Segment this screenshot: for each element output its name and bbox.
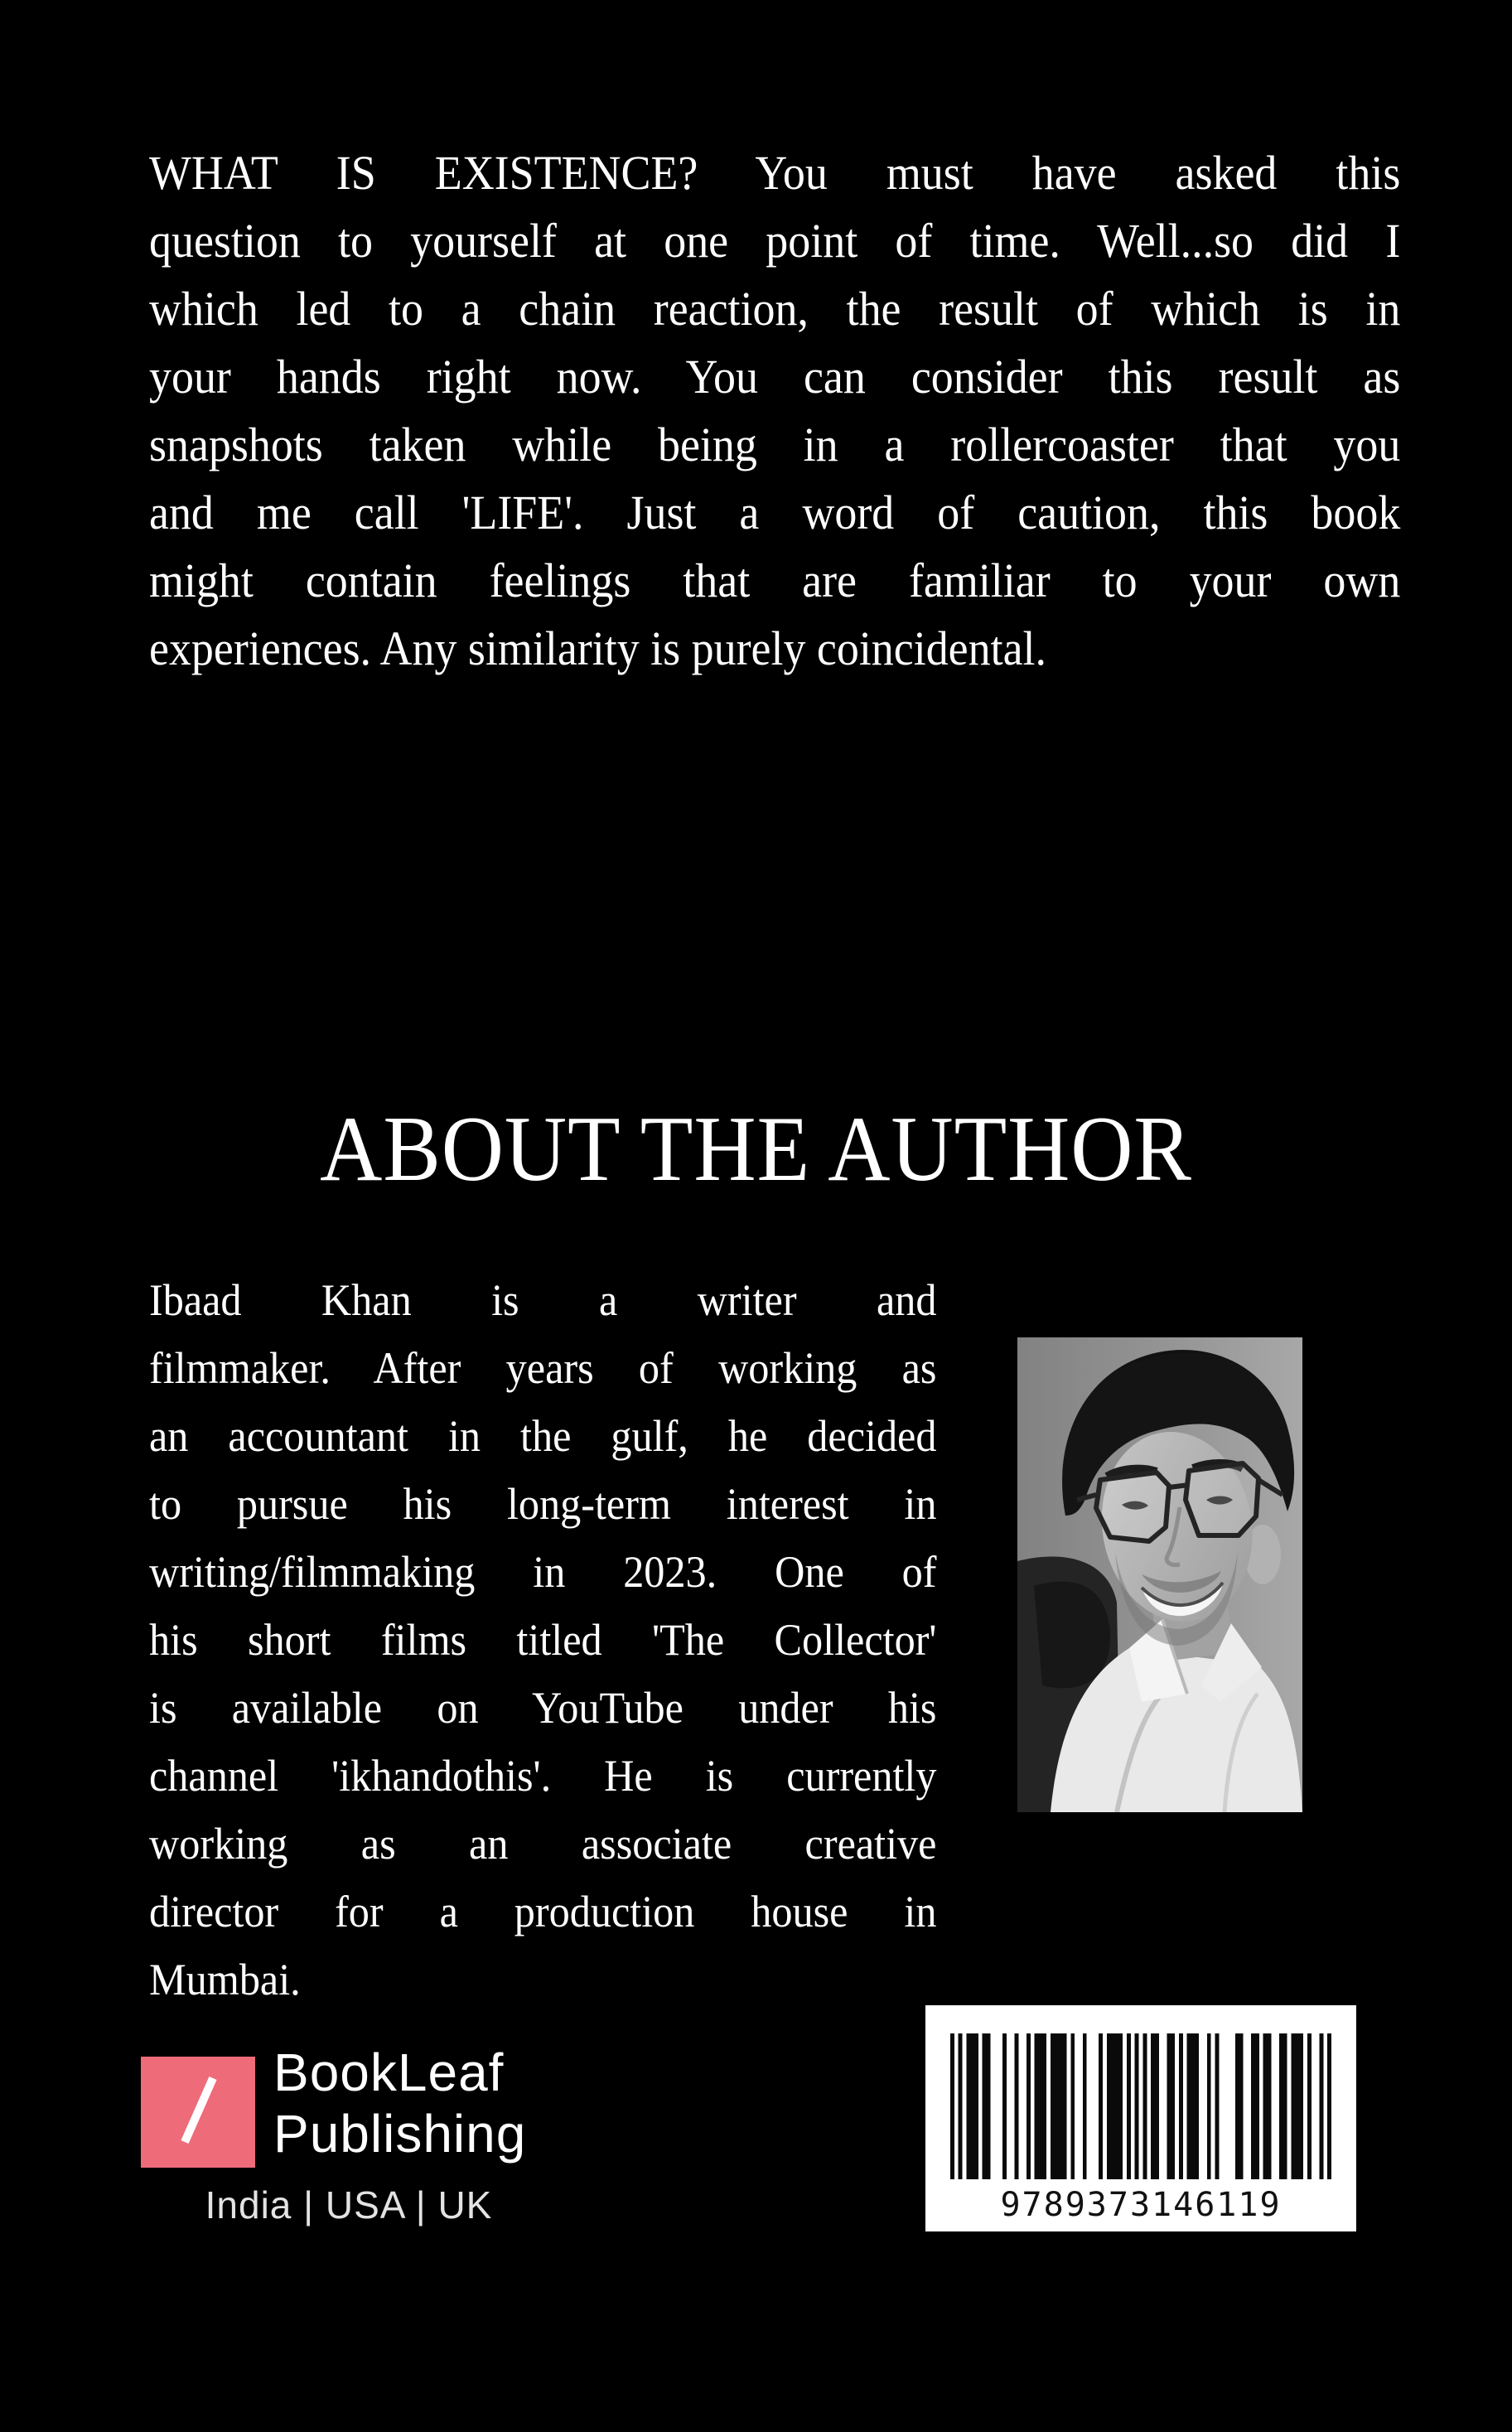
text-line: question to yourself at one point of time. Well...so did I xyxy=(149,214,1401,268)
text-line: which led to a chain reaction, the result of which is in xyxy=(149,282,1401,336)
isbn-barcode xyxy=(925,2005,1356,2231)
text-line: experiences. Any similarity is purely coincidental. xyxy=(149,621,1046,675)
barcode-bars xyxy=(950,2033,1331,2179)
author-photo-illustration xyxy=(1017,1337,1302,1812)
text-line: an accountant in the gulf, he decided xyxy=(149,1411,937,1461)
publisher-name-line2: Publishing xyxy=(273,2104,527,2164)
publisher-regions: India | USA | UK xyxy=(205,2183,493,2227)
text-line: and me call 'LIFE'. Just a word of caution, this book xyxy=(149,486,1401,539)
text-line: writing/filmmaking in 2023. One of xyxy=(149,1547,937,1597)
text-line: your hands right now. You can consider this result as xyxy=(149,350,1401,404)
author-bio-paragraph xyxy=(149,1266,936,2014)
text-line: snapshots taken while being in a rollercoaster that you xyxy=(149,418,1401,471)
text-line: is available on YouTube under his xyxy=(149,1683,937,1733)
text-line: his short films titled 'The Collector' xyxy=(149,1615,937,1665)
text-line: Mumbai. xyxy=(149,1955,301,2004)
text-line: WHAT IS EXISTENCE? You must have asked this xyxy=(149,146,1401,200)
bookleaf-logo xyxy=(141,2057,255,2168)
text-line: Ibaad Khan is a writer and xyxy=(149,1275,937,1325)
text-line: to pursue his long-term interest in xyxy=(149,1479,937,1529)
blurb-paragraph xyxy=(149,139,1400,683)
publisher-name xyxy=(273,2042,526,2164)
text-line: channel 'ikhandothis'. He is currently xyxy=(149,1751,937,1801)
text-line: director for a production house in xyxy=(149,1887,937,1936)
text-line: might contain feelings that are familiar to your own xyxy=(149,554,1401,607)
text-line: working as an associate creative xyxy=(149,1819,937,1869)
about-the-author-heading: ABOUT THE AUTHOR xyxy=(320,1098,1192,1201)
author-photo xyxy=(1017,1337,1302,1812)
logo-slash-icon xyxy=(141,2057,255,2168)
isbn-number: 9789373146119 xyxy=(1000,2186,1282,2224)
text-line: filmmaker. After years of working as xyxy=(149,1343,937,1393)
publisher-name-line1: BookLeaf xyxy=(273,2043,505,2102)
